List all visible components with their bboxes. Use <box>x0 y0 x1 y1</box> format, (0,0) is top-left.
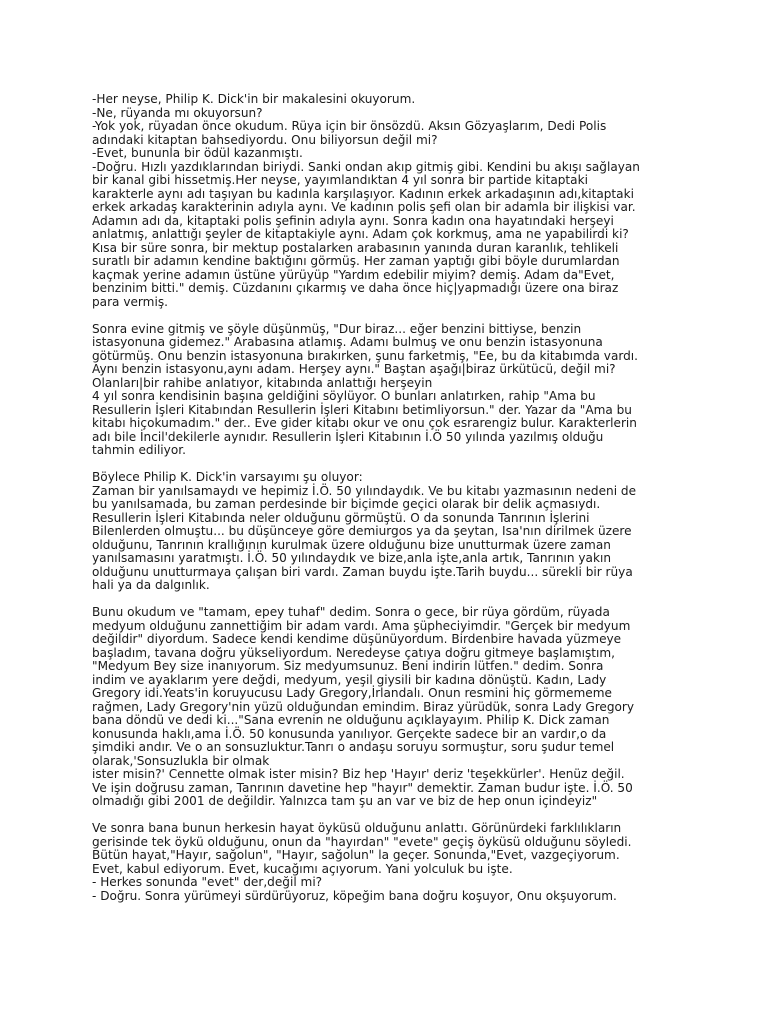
paragraph-gap <box>92 309 692 323</box>
text-line: başladım, tavana doğru yükseliyordum. Neredeyse çatıya doğru gitmeye başlamıştım, <box>92 645 616 660</box>
text-line: suratlı bir adamın kendine baktığını görmüş. Her zaman yaptığı gibi böyle durumlardan <box>92 254 620 268</box>
paragraph-gap <box>92 809 692 823</box>
text-line: adı bile İncil'dekilerle aynıdır. Resullerin İşleri Kitabının İ.Ö 50 yılında yazılmış olduğu <box>92 429 604 444</box>
text-line: bir kanal gibi hissetmiş.Her neyse, yayımlandıktan 4 yıl sonra bir partide kitaptaki <box>92 173 588 187</box>
text-line: indim ve ayaklarım yere değdi, medyum, yeşil giysili bir kadına dönüştü. Kadın, Lady <box>92 672 607 687</box>
text-line: -Her neyse, Philip K. Dick'in bir makalesini okuyorum. <box>92 92 416 106</box>
text-line: 4 yıl sonra kendisinin başına geldiğini söylüyor. O bunları anlatırken, rahip "Ama bu <box>92 389 596 403</box>
text-line: Adamın adı da, kitaptaki polis şefinin adıyla aynı. Sonra kadın ona hayatındaki herşeyi <box>92 213 614 228</box>
text-line: olduğunu unutturmaya çalışan biri vardı. Zaman buydu işte.Tarih buydu... sürekli bir rüya <box>92 564 633 579</box>
text-line: tahmin ediliyor. <box>92 443 186 457</box>
text-line: Ve işin doğrusu zaman, Tanrının davetine hep "hayır" demektir. Zaman budur işte. İ.Ö. 50 <box>92 780 633 795</box>
text-line: bu yanılsamada, bu zaman perdesinde bir biçimde geçici olarak bir delik açmasıydı. <box>92 497 601 511</box>
text-line: gerisinde tek öykü olduğunu, onun da "hayırdan" "evete" geçiş öyküsü olduğunu söyledi. <box>92 834 632 849</box>
text-line: Gregory idi.Yeats'in koruyucusu Lady Gregory,İrlandalı. Onun resmini hiç görmememe <box>92 686 612 700</box>
text-line: Sonra evine gitmiş ve şöyle düşünmüş, "Dur biraz... eğer benzini bittiyse, benzin <box>92 321 582 336</box>
text-line: Zaman bir yanılsamaydı ve hepimiz İ.Ö. 50 yılındaydık. Ve bu kitabı yazmasının nedeni de <box>92 483 637 498</box>
text-line: şimdiki andır. Ve o an sonsuzluktur.Tanrı o andaşu soruyu sormuştur, soru şudur temel <box>92 740 615 754</box>
text-line: - Herkes sonunda "evet" der,değil mi? <box>92 875 323 889</box>
text-line: Evet, kabul ediyorum. Evet, kucağımı açıyorum. Yani yolculuk bu işte. <box>92 861 513 876</box>
text-line: hali ya da dalgınlık. <box>92 578 210 592</box>
text-line: rağmen, Lady Gregory'nin yüzü olduğundan emindim. Biraz yürüdük, sonra Lady Gregory <box>92 699 635 714</box>
text-line: olarak,'Sonsuzlukla bir olmak <box>92 753 270 768</box>
text-line: - Doğru. Sonra yürümeyi sürdürüyoruz, köpeğim bana doğru koşuyor, Onu okşuyorum. <box>92 888 617 903</box>
text-line: Kısa bir süre sonra, bir mektup postalarken arabasının yanında duran karanlık, tehlikeli <box>92 240 619 255</box>
text-line: kitabı hiçokumadım." der.. Eve gider kitabı okur ve onu çok esrarengiz bulur. Karakterlerin <box>92 416 637 430</box>
text-line: adındaki kitaptan bahsediyordu. Onu biliyorsun değil mi? <box>92 132 438 147</box>
text-line: anlatmış, anlattığı şeyler de kitaptakiyle aynı. Adam çok korkmuş, ama ne yapabilirdi ki? <box>92 227 629 241</box>
text-line: -Evet, bununla bir ödül kazanmıştı. <box>92 146 303 160</box>
text-line: Bunu okudum ve "tamam, epey tuhaf" dedim. Sonra o gece, bir rüya gördüm, rüyada <box>92 605 610 619</box>
paragraph-gap <box>92 593 692 607</box>
paragraph-gap <box>92 458 692 472</box>
text-line: -Ne, rüyanda mı okuyorsun? <box>92 105 263 120</box>
text-line: -Doğru. Hızlı yazdıklarından biriydi. Sanki ondan akıp gitmiş gibi. Kendini bu akışı sağlayan <box>92 159 640 174</box>
text-line: Resullerin İşleri Kitabında neler olduğunu görmüştü. O da sonunda Tanrının İşlerini <box>92 510 590 525</box>
text-line: bana döndü ve dedi ki..."Sana evrenin ne olduğunu açıklayayım. Philip K. Dick zaman <box>92 713 610 727</box>
text-line: yanılsamasını yaratmıştı. İ.Ö. 50 yılındaydık ve bize,anla işte,anla artık, Tanrının yakın <box>92 551 611 565</box>
text-line: olduğunu, Tanrının krallığının kurulmak üzere olduğunu bize unutturmak üzere zaman <box>92 537 611 552</box>
text-line: değildir" diyordum. Sadece kendi kendime düşünüyordum. Birdenbire havada yüzmeye <box>92 632 622 646</box>
document-body <box>92 93 692 903</box>
text-line: götürmüş. Onu benzin istasyonuna bırakırken, şunu farketmiş, "Ee, bu da kitabımda vardı. <box>92 348 639 363</box>
text-line: benzinim bitti." demiş. Cüzdanını çıkarmış ve daha önce hiç|yapmadığı üzere ona biraz <box>92 281 619 295</box>
text-line: Aynı benzin istasyonu,aynı adam. Herşey aynı." Baştan aşağı|biraz ürkütücü, değil mi? <box>92 362 616 376</box>
text-line: -Yok yok, rüyadan önce okudum. Rüya için bir önsözdü. Aksın Gözyaşlarım, Dedi Polis <box>92 119 607 133</box>
text-line: ister misin?' Cennette olmak ister misin? Biz hep 'Hayır' deriz 'teşekkürler'. Henüz değil. <box>92 767 625 781</box>
text-line: konusunda haklı,ama İ.Ö. 50 konusunda yanılıyor. Gerçekte sadece bir an vardır,o da <box>92 726 607 741</box>
text-line: medyum olduğunu zannettiğim bir adam vardı. Ama şüpheciyimdir. "Gerçek bir medyum <box>92 618 631 633</box>
text-line: istasyonuna gidemez." Arabasına atlamış. Adamı bulmuş ve onu benzin istasyonuna <box>92 335 603 349</box>
text-line: Olanları|bir rahibe anlatıyor, kitabında anlattığı herşeyin <box>92 375 433 390</box>
text-line: karakterle aynı adı taşıyan bu kadınla karşılaşıyor. Kadının erkek arkadaşının adı,kitaptaki <box>92 186 634 201</box>
text-line: Bütün hayat,"Hayır, sağolun", "Hayır, sağolun" la geçer. Sonunda,"Evet, vazgeçiyorum. <box>92 848 620 862</box>
text-line: olmadığı gibi 2001 de değildir. Yalnızca tam şu an var ve biz de hep onun içindeyiz" <box>92 794 598 808</box>
text-line: para vermiş. <box>92 294 168 309</box>
text-line: kaçmak yerine adamın üstüne yürüyüp "Yardım edebilir miyim? demiş. Adam da"Evet, <box>92 267 615 282</box>
text-line: erkek arkadaş karakterinin adıyla aynı. Ve kadının polis şefi olan bir adamla bir ilişkisi var. <box>92 200 636 214</box>
text-line: Böylece Philip K. Dick'in varsayımı şu oluyor: <box>92 470 363 484</box>
text-line: "Medyum Bey size inanıyorum. Siz medyumsunuz. Beni indirin lütfen." dedim. Sonra <box>92 659 604 673</box>
text-line: Ve sonra bana bunun herkesin hayat öyküsü olduğunu anlattı. Görünürdeki farklılıkların <box>92 821 622 835</box>
text-line: Resullerin İşleri Kitabından Resullerin İşleri Kitabını betimliyorsun." der. Yazar da "Ama bu <box>92 402 632 417</box>
text-line: Bilenlerden olmuştu... bu düşünceye göre demiurgos ya da şeytan, Isa'nın dirilmek üzere <box>92 524 632 538</box>
